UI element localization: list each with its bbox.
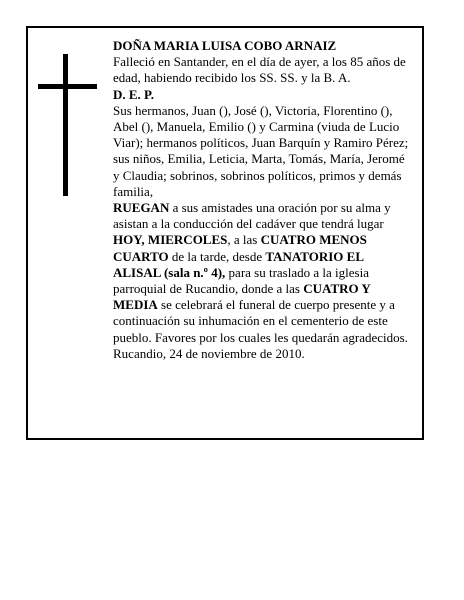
cross-icon <box>63 54 68 196</box>
request-place: TANATORIO EL ALISAL (sala n.º 4), <box>113 248 364 280</box>
rip-line: D. E. P. <box>113 86 155 102</box>
request-day: HOY, MIERCOLES <box>113 232 228 248</box>
cross-icon-crossbar <box>38 84 97 89</box>
request-text-3: de la tarde, desde <box>168 248 266 264</box>
funeral-request <box>113 200 411 346</box>
place-and-date: Rucandio, 24 de noviembre de 2010. <box>113 345 305 361</box>
request-text-5: se celebrará el funeral de cuerpo presente y a continuación su inhumación en el cementerio de este pueblo. Favores por los cuales les quedarán agradecidos. <box>113 297 408 345</box>
obituary-text <box>113 38 411 362</box>
request-text-4: para su traslado a la iglesia parroquial de Rucandio, donde a las <box>113 264 369 297</box>
request-time: CUATRO MENOS CUARTO <box>113 232 367 264</box>
request-funeral-time: CUATRO Y MEDIA <box>113 281 371 313</box>
request-text-2: , a las <box>227 232 261 248</box>
ruegan-label: RUEGAN <box>113 200 170 216</box>
death-statement: Falleció en Santander, en el día de ayer, a los 85 años de edad, habiendo recibido los SS. SS. y la B. A. <box>113 54 406 86</box>
family-list: Sus hermanos, Juan (), José (), Victoria, Florentino (), Abel (), Manuela, Emilio () y Carmina (viuda de Lucio Viar); hermanos políticos, Juan Barquín y Ramiro Pérez; sus niños, Emilia, Leticia, Marta, Tomás, María, Jeromé y Claudia; sobrinos, sobrinos políticos, primos y demás familia, <box>113 102 409 199</box>
deceased-name: DOÑA MARIA LUISA COBO ARNAIZ <box>113 38 337 53</box>
request-text-1: a sus amistades una oración por su alma y asistan a la conducción del cadáver que tendrá lugar <box>113 200 391 232</box>
